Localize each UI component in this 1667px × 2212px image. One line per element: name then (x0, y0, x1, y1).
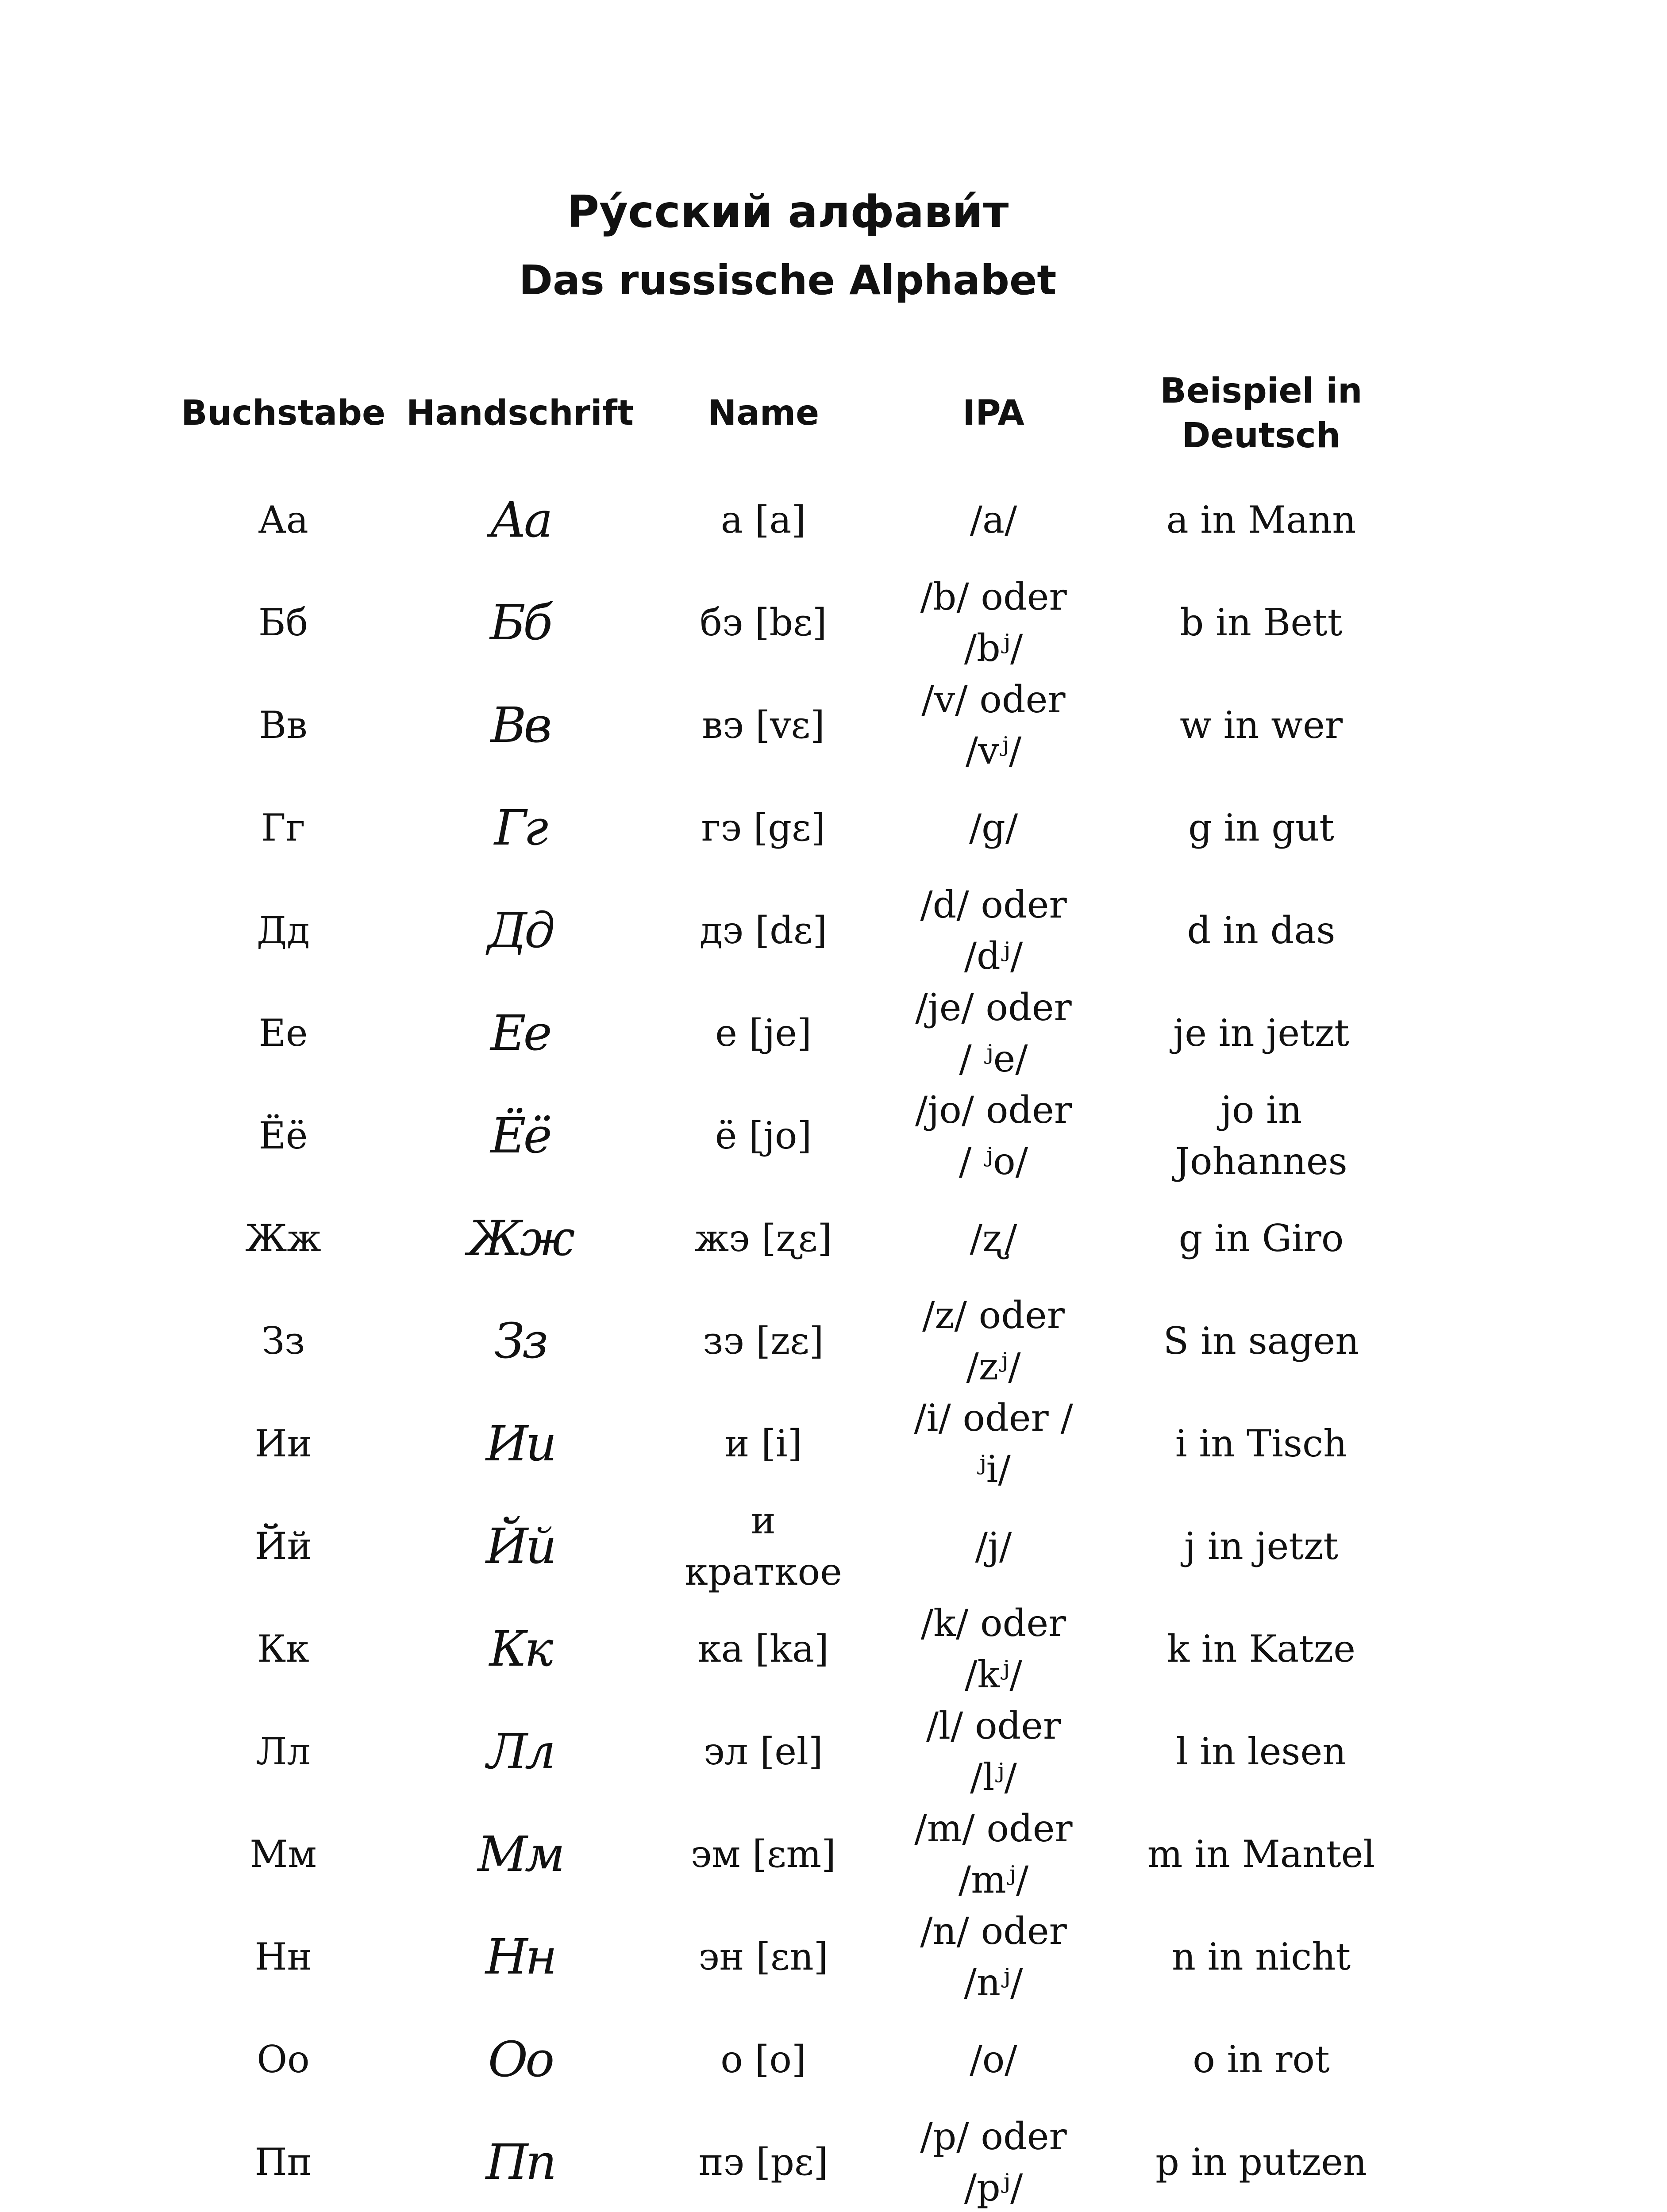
example-cell (1109, 1598, 1414, 1701)
name-cell (648, 777, 878, 879)
handwriting-cell: Лл (487, 1723, 553, 1780)
table-row (175, 674, 1414, 777)
ipa-cell-line1: /je/ oder (915, 986, 1072, 1029)
name-cell-line1: ё [jo] (715, 1114, 812, 1158)
letter-cell: Ии (254, 1422, 312, 1466)
ipa-cell-line1: /ʐ/ (970, 1217, 1017, 1260)
ipa-cell-line1: /v/ oder (921, 678, 1066, 722)
ipa-cell-line2: /kʲ/ (965, 1653, 1022, 1696)
ipa-cell-line2: ʲi/ (976, 1448, 1011, 1491)
example-cell-line1: m in Mantel (1147, 1832, 1375, 1876)
ipa-cell-line1: /z/ oder (922, 1294, 1065, 1337)
ipa-cell (878, 1906, 1109, 2008)
name-cell (648, 674, 878, 777)
ipa-cell-line1: /l/ oder (926, 1704, 1061, 1748)
header-name: Name (707, 393, 820, 434)
ipa-cell (878, 1701, 1109, 1803)
example-cell (1109, 674, 1414, 777)
handwriting-cell: Дд (487, 902, 553, 959)
table-row (175, 982, 1414, 1085)
handwriting-cell: Вв (490, 697, 550, 754)
ipa-cell-line2: /vʲ/ (965, 729, 1022, 772)
ipa-cell-line1: /m/ oder (914, 1807, 1073, 1851)
handwriting-cell: Ее (490, 1005, 550, 1062)
example-cell (1109, 1085, 1414, 1187)
table-row (175, 2008, 1414, 2111)
ipa-cell (878, 1495, 1109, 1598)
letter-cell: Ёё (258, 1114, 308, 1158)
table-row (175, 1495, 1414, 1598)
example-cell-line1: k in Katze (1167, 1627, 1355, 1671)
header-example (1109, 358, 1414, 469)
name-cell-line1: гэ [gɛ] (701, 806, 826, 850)
name-cell-line1: о [o] (720, 2038, 806, 2081)
header-letter: Buchstabe (181, 393, 385, 434)
name-cell (648, 879, 878, 982)
ipa-cell-line1: /p/ oder (920, 2115, 1067, 2158)
ipa-cell-line1: /jo/ oder (915, 1088, 1072, 1132)
ipa-cell-line2: / ʲe/ (959, 1037, 1028, 1080)
letter-cell: Гг (261, 806, 305, 850)
name-cell (648, 572, 878, 674)
letter-cell: Оо (257, 2038, 310, 2081)
table-header-row (175, 358, 1414, 469)
example-cell (1109, 572, 1414, 674)
example-cell-line1: S in sagen (1163, 1319, 1359, 1363)
ipa-cell (878, 2008, 1109, 2111)
example-cell-line1: jo in (1220, 1088, 1302, 1132)
example-cell (1109, 879, 1414, 982)
letter-cell: Ee (258, 1011, 308, 1055)
name-cell-line1: дэ [dɛ] (699, 909, 828, 952)
name-cell-line1: бэ [bɛ] (700, 601, 827, 645)
name-cell-line1: зэ [zɛ] (703, 1319, 824, 1363)
example-cell (1109, 2111, 1414, 2212)
name-cell-line1: эм [ɛm] (691, 1832, 836, 1876)
name-cell (648, 1906, 878, 2008)
letter-cell: Мм (250, 1832, 317, 1876)
example-cell (1109, 1906, 1414, 2008)
example-cell-line1: a in Mann (1166, 498, 1356, 542)
table-row (175, 1393, 1414, 1495)
name-cell-line1: ка [ka] (698, 1627, 829, 1671)
ipa-cell (878, 1290, 1109, 1393)
name-cell (648, 1187, 878, 1290)
letter-cell: Аа (258, 498, 308, 542)
letter-cell: Жж (245, 1217, 321, 1260)
ipa-cell-line1: /n/ oder (920, 1909, 1067, 1953)
ipa-cell-line2: /nʲ/ (964, 1961, 1023, 2004)
name-cell (648, 1803, 878, 1906)
header-handwriting: Handschrift (406, 393, 634, 434)
example-cell-line1: je in jetzt (1173, 1011, 1349, 1055)
ipa-cell-line1: /g/ (969, 806, 1018, 850)
name-cell (648, 1598, 878, 1701)
ipa-cell-line2: / ʲo/ (959, 1140, 1028, 1183)
page-subtitle: Das russische Alphabet (519, 257, 1057, 304)
example-cell-line1: b in Bett (1180, 601, 1343, 645)
name-cell-line1: а [a] (720, 498, 806, 542)
handwriting-cell: Аа (489, 492, 551, 549)
example-cell (1109, 1701, 1414, 1803)
ipa-cell-line2: /mʲ/ (958, 1858, 1029, 1901)
name-cell (648, 1701, 878, 1803)
ipa-cell-line2: /zʲ/ (966, 1345, 1021, 1388)
ipa-cell (878, 1598, 1109, 1701)
example-cell-line1: i in Tisch (1175, 1422, 1347, 1466)
name-cell-line1: и [i] (724, 1422, 802, 1466)
table-row (175, 1701, 1414, 1803)
ipa-cell-line2: /dʲ/ (964, 934, 1023, 978)
example-cell-line1: p in putzen (1155, 2140, 1367, 2184)
name-cell-line2: краткое (685, 1550, 842, 1594)
ipa-cell-line2: /lʲ/ (970, 1755, 1017, 1799)
example-cell (1109, 469, 1414, 572)
example-cell (1109, 1290, 1414, 1393)
letter-cell: Зз (261, 1319, 305, 1363)
example-cell-line1: n in nicht (1171, 1935, 1351, 1979)
name-cell-line1: и (751, 1499, 776, 1543)
ipa-cell-line1: /j/ (975, 1525, 1012, 1568)
name-cell (648, 469, 878, 572)
handwriting-cell: Ии (485, 1415, 554, 1472)
letter-cell: Вв (259, 703, 308, 747)
ipa-cell (878, 572, 1109, 674)
ipa-cell-line1: /o/ (970, 2038, 1017, 2081)
ipa-cell (878, 982, 1109, 1085)
ipa-cell-line1: /b/ oder (920, 575, 1067, 619)
name-cell-line1: жэ [ʐɛ] (694, 1217, 832, 1260)
ipa-cell (878, 879, 1109, 982)
alphabet-table (175, 358, 1414, 2212)
page-title: Ру́сский алфави́т (566, 186, 1009, 238)
handwriting-cell: Нн (485, 1928, 555, 1985)
header-ipa: IPA (962, 393, 1024, 434)
handwriting-cell: Ёё (490, 1107, 550, 1164)
ipa-cell (878, 469, 1109, 572)
ipa-cell (878, 1393, 1109, 1495)
handwriting-cell: Оо (488, 2031, 552, 2088)
example-cell-line1: d in das (1187, 909, 1336, 952)
table-row (175, 879, 1414, 982)
letter-cell: Дд (256, 909, 310, 952)
example-cell (1109, 2008, 1414, 2111)
handwriting-cell: Жж (467, 1210, 573, 1267)
ipa-cell (878, 1187, 1109, 1290)
letter-cell: Кк (257, 1627, 309, 1671)
handwriting-cell: Мм (477, 1826, 562, 1883)
letter-cell: Пп (254, 2140, 312, 2184)
table-row (175, 1598, 1414, 1701)
example-cell-line1: o in rot (1193, 2038, 1330, 2081)
table-row (175, 1290, 1414, 1393)
header-example-line1: Beispiel in (1160, 371, 1363, 411)
handwriting-cell: Пп (485, 2134, 554, 2191)
example-cell-line1: j in jetzt (1184, 1525, 1338, 1568)
ipa-cell (878, 674, 1109, 777)
ipa-cell (878, 1803, 1109, 1906)
example-cell (1109, 1393, 1414, 1495)
ipa-cell-line1: /d/ oder (920, 883, 1067, 927)
name-cell (648, 1290, 878, 1393)
letter-cell: Нн (254, 1935, 312, 1979)
name-cell (648, 1393, 878, 1495)
handwriting-cell: Йй (485, 1518, 554, 1575)
letter-cell: Бб (258, 601, 308, 645)
name-cell-line1: эн [ɛn] (698, 1935, 828, 1979)
name-cell (648, 2111, 878, 2212)
example-cell-line2: Johannes (1175, 1140, 1347, 1183)
ipa-cell-line1: /i/ oder / (914, 1396, 1073, 1440)
handwriting-cell: Бб (490, 594, 550, 651)
example-cell (1109, 982, 1414, 1085)
letter-cell: Лл (256, 1730, 311, 1774)
table-row (175, 1187, 1414, 1290)
ipa-cell-line2: /pʲ/ (964, 2166, 1023, 2209)
example-cell (1109, 1495, 1414, 1598)
table-row (175, 1803, 1414, 1906)
ipa-cell (878, 2111, 1109, 2212)
handwriting-cell: Зз (494, 1313, 546, 1370)
example-cell (1109, 1187, 1414, 1290)
name-cell (648, 2008, 878, 2111)
name-cell-line1: вэ [vɛ] (702, 703, 825, 747)
ipa-cell-line1: /a/ (970, 498, 1017, 542)
name-cell (648, 982, 878, 1085)
name-cell-line1: пэ [pɛ] (698, 2140, 828, 2184)
handwriting-cell: Гг (494, 799, 546, 856)
name-cell (648, 1495, 878, 1598)
ipa-cell (878, 777, 1109, 879)
ipa-cell-line2: /bʲ/ (964, 626, 1023, 670)
name-cell (648, 1085, 878, 1187)
table-row (175, 469, 1414, 572)
table-row (175, 777, 1414, 879)
example-cell-line1: l in lesen (1176, 1730, 1347, 1774)
example-cell (1109, 1803, 1414, 1906)
table-row (175, 2111, 1414, 2212)
ipa-cell (878, 1085, 1109, 1187)
example-cell (1109, 777, 1414, 879)
example-cell-line1: g in gut (1188, 806, 1334, 850)
name-cell-line1: эл [el] (704, 1730, 823, 1774)
table-row (175, 1085, 1414, 1187)
handwriting-cell: Кк (489, 1621, 551, 1678)
example-cell-line1: w in wer (1179, 703, 1343, 747)
table-row (175, 572, 1414, 674)
name-cell-line1: е [je] (715, 1011, 812, 1055)
table-row (175, 1906, 1414, 2008)
example-cell-line1: g in Giro (1178, 1217, 1344, 1260)
header-example-line2: Deutsch (1182, 416, 1341, 456)
ipa-cell-line1: /k/ oder (920, 1601, 1066, 1645)
letter-cell: Йй (254, 1525, 312, 1568)
